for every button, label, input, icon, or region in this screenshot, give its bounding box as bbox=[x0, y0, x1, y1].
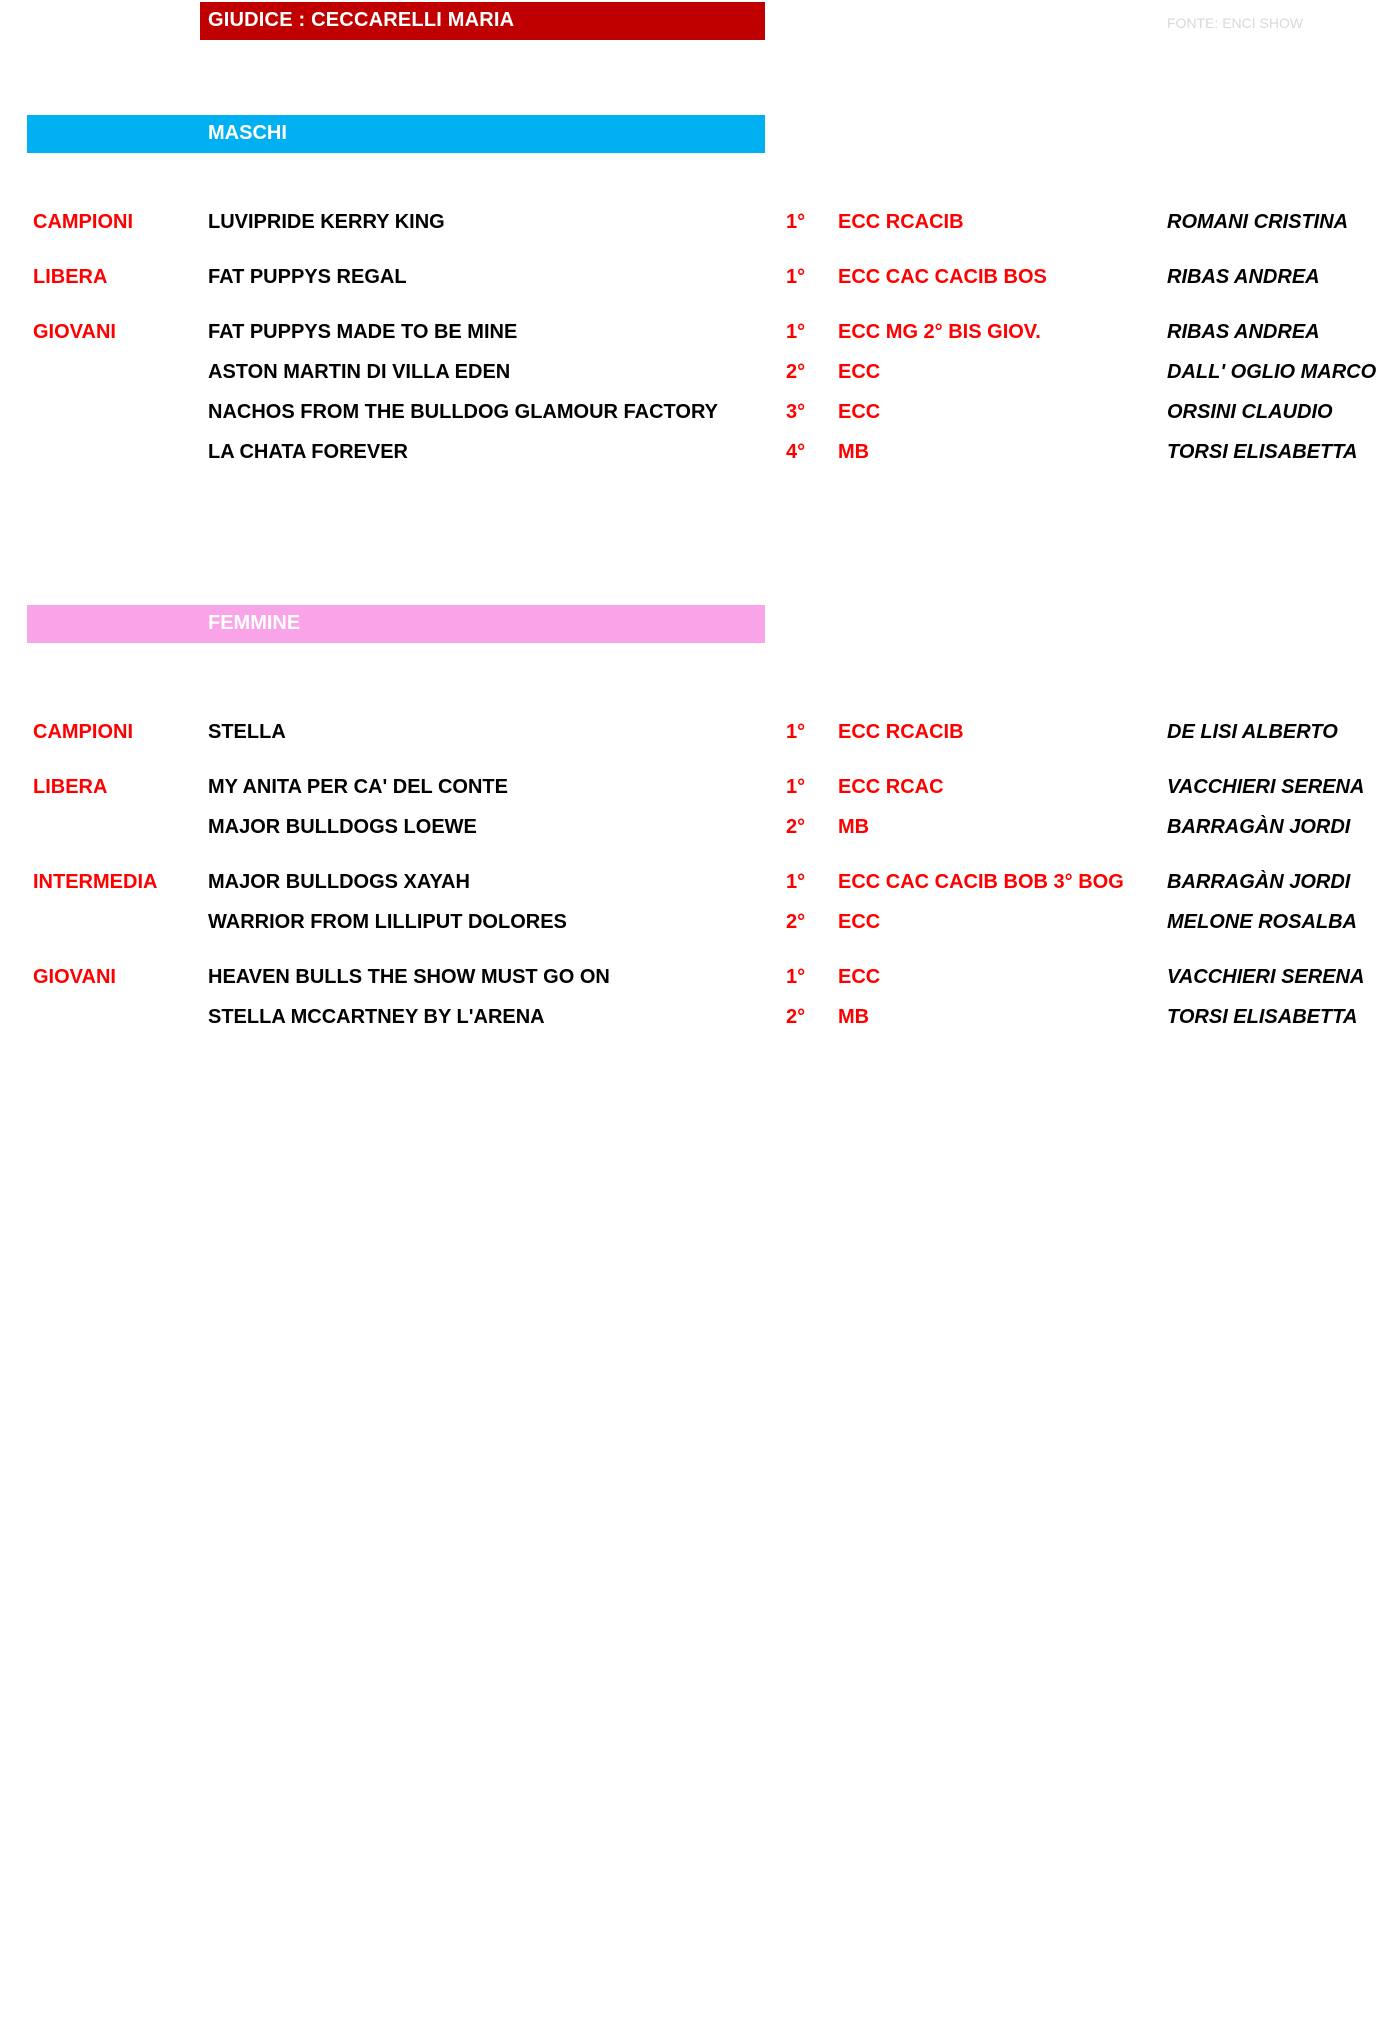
owner-name: VACCHIERI SERENA bbox=[1167, 776, 1365, 798]
owner-name: RIBAS ANDREA bbox=[1167, 266, 1320, 288]
section-title-females: FEMMINE bbox=[208, 612, 301, 634]
result-row bbox=[0, 776, 1400, 806]
qualification: ECC bbox=[838, 966, 881, 988]
class-label: GIOVANI bbox=[33, 966, 116, 988]
qualification: MB bbox=[838, 816, 870, 838]
class-label: INTERMEDIA bbox=[33, 871, 158, 893]
dog-name: LA CHATA FOREVER bbox=[208, 441, 408, 463]
class-label: CAMPIONI bbox=[33, 721, 133, 743]
section-bar-females bbox=[27, 605, 765, 643]
owner-name: ORSINI CLAUDIO bbox=[1167, 401, 1333, 423]
class-label: GIOVANI bbox=[33, 321, 116, 343]
placement: 1° bbox=[786, 966, 806, 988]
owner-name: TORSI ELISABETTA bbox=[1167, 1006, 1358, 1028]
owner-name: RIBAS ANDREA bbox=[1167, 321, 1320, 343]
qualification: ECC CAC CACIB BOB 3° BOG bbox=[838, 871, 1124, 893]
result-row bbox=[0, 721, 1400, 751]
result-row bbox=[0, 266, 1400, 296]
owner-name: BARRAGÀN JORDI bbox=[1167, 871, 1351, 893]
owner-name: TORSI ELISABETTA bbox=[1167, 441, 1358, 463]
dog-name: HEAVEN BULLS THE SHOW MUST GO ON bbox=[208, 966, 610, 988]
placement: 1° bbox=[786, 776, 806, 798]
section-bar-males bbox=[27, 115, 765, 153]
qualification: ECC MG 2° BIS GIOV. bbox=[838, 321, 1041, 343]
qualification: ECC bbox=[838, 911, 881, 933]
dog-name: NACHOS FROM THE BULLDOG GLAMOUR FACTORY bbox=[208, 401, 718, 423]
placement: 2° bbox=[786, 361, 806, 383]
dog-name: STELLA bbox=[208, 721, 286, 743]
qualification: ECC bbox=[838, 361, 881, 383]
result-row bbox=[0, 816, 1400, 846]
placement: 1° bbox=[786, 871, 806, 893]
section-title-males: MASCHI bbox=[208, 122, 287, 144]
placement: 1° bbox=[786, 211, 806, 233]
qualification: ECC CAC CACIB BOS bbox=[838, 266, 1047, 288]
owner-name: DALL' OGLIO MARCO bbox=[1167, 361, 1377, 383]
result-row bbox=[0, 211, 1400, 241]
result-row bbox=[0, 321, 1400, 351]
dog-name: MAJOR BULLDOGS XAYAH bbox=[208, 871, 470, 893]
qualification: MB bbox=[838, 1006, 870, 1028]
owner-name: DE LISI ALBERTO bbox=[1167, 721, 1338, 743]
result-row bbox=[0, 871, 1400, 901]
dog-name: FAT PUPPYS MADE TO BE MINE bbox=[208, 321, 518, 343]
qualification: ECC RCACIB bbox=[838, 211, 964, 233]
result-row bbox=[0, 911, 1400, 941]
placement: 1° bbox=[786, 321, 806, 343]
result-row bbox=[0, 441, 1400, 471]
owner-name: VACCHIERI SERENA bbox=[1167, 966, 1365, 988]
judge-title: GIUDICE : CECCARELLI MARIA bbox=[208, 9, 515, 31]
result-row bbox=[0, 966, 1400, 996]
dog-name: MAJOR BULLDOGS LOEWE bbox=[208, 816, 477, 838]
qualification: ECC RCAC bbox=[838, 776, 944, 798]
qualification: MB bbox=[838, 441, 870, 463]
class-label: CAMPIONI bbox=[33, 211, 133, 233]
class-label: LIBERA bbox=[33, 266, 108, 288]
dog-name: LUVIPRIDE KERRY KING bbox=[208, 211, 445, 233]
placement: 3° bbox=[786, 401, 806, 423]
source-note: FONTE: ENCI SHOW bbox=[1167, 15, 1304, 31]
result-row bbox=[0, 1006, 1400, 1036]
dog-name: STELLA MCCARTNEY BY L'ARENA bbox=[208, 1006, 545, 1028]
qualification: ECC RCACIB bbox=[838, 721, 964, 743]
owner-name: BARRAGÀN JORDI bbox=[1167, 816, 1351, 838]
result-row bbox=[0, 401, 1400, 431]
owner-name: ROMANI CRISTINA bbox=[1167, 211, 1349, 233]
placement: 1° bbox=[786, 721, 806, 743]
placement: 2° bbox=[786, 816, 806, 838]
placement: 2° bbox=[786, 911, 806, 933]
placement: 4° bbox=[786, 441, 806, 463]
dog-name: FAT PUPPYS REGAL bbox=[208, 266, 407, 288]
result-row bbox=[0, 361, 1400, 391]
dog-name: MY ANITA PER CA' DEL CONTE bbox=[208, 776, 508, 798]
dog-name: ASTON MARTIN DI VILLA EDEN bbox=[208, 361, 511, 383]
class-label: LIBERA bbox=[33, 776, 108, 798]
placement: 2° bbox=[786, 1006, 806, 1028]
qualification: ECC bbox=[838, 401, 881, 423]
owner-name: MELONE ROSALBA bbox=[1167, 911, 1357, 933]
placement: 1° bbox=[786, 266, 806, 288]
dog-name: WARRIOR FROM LILLIPUT DOLORES bbox=[208, 911, 567, 933]
